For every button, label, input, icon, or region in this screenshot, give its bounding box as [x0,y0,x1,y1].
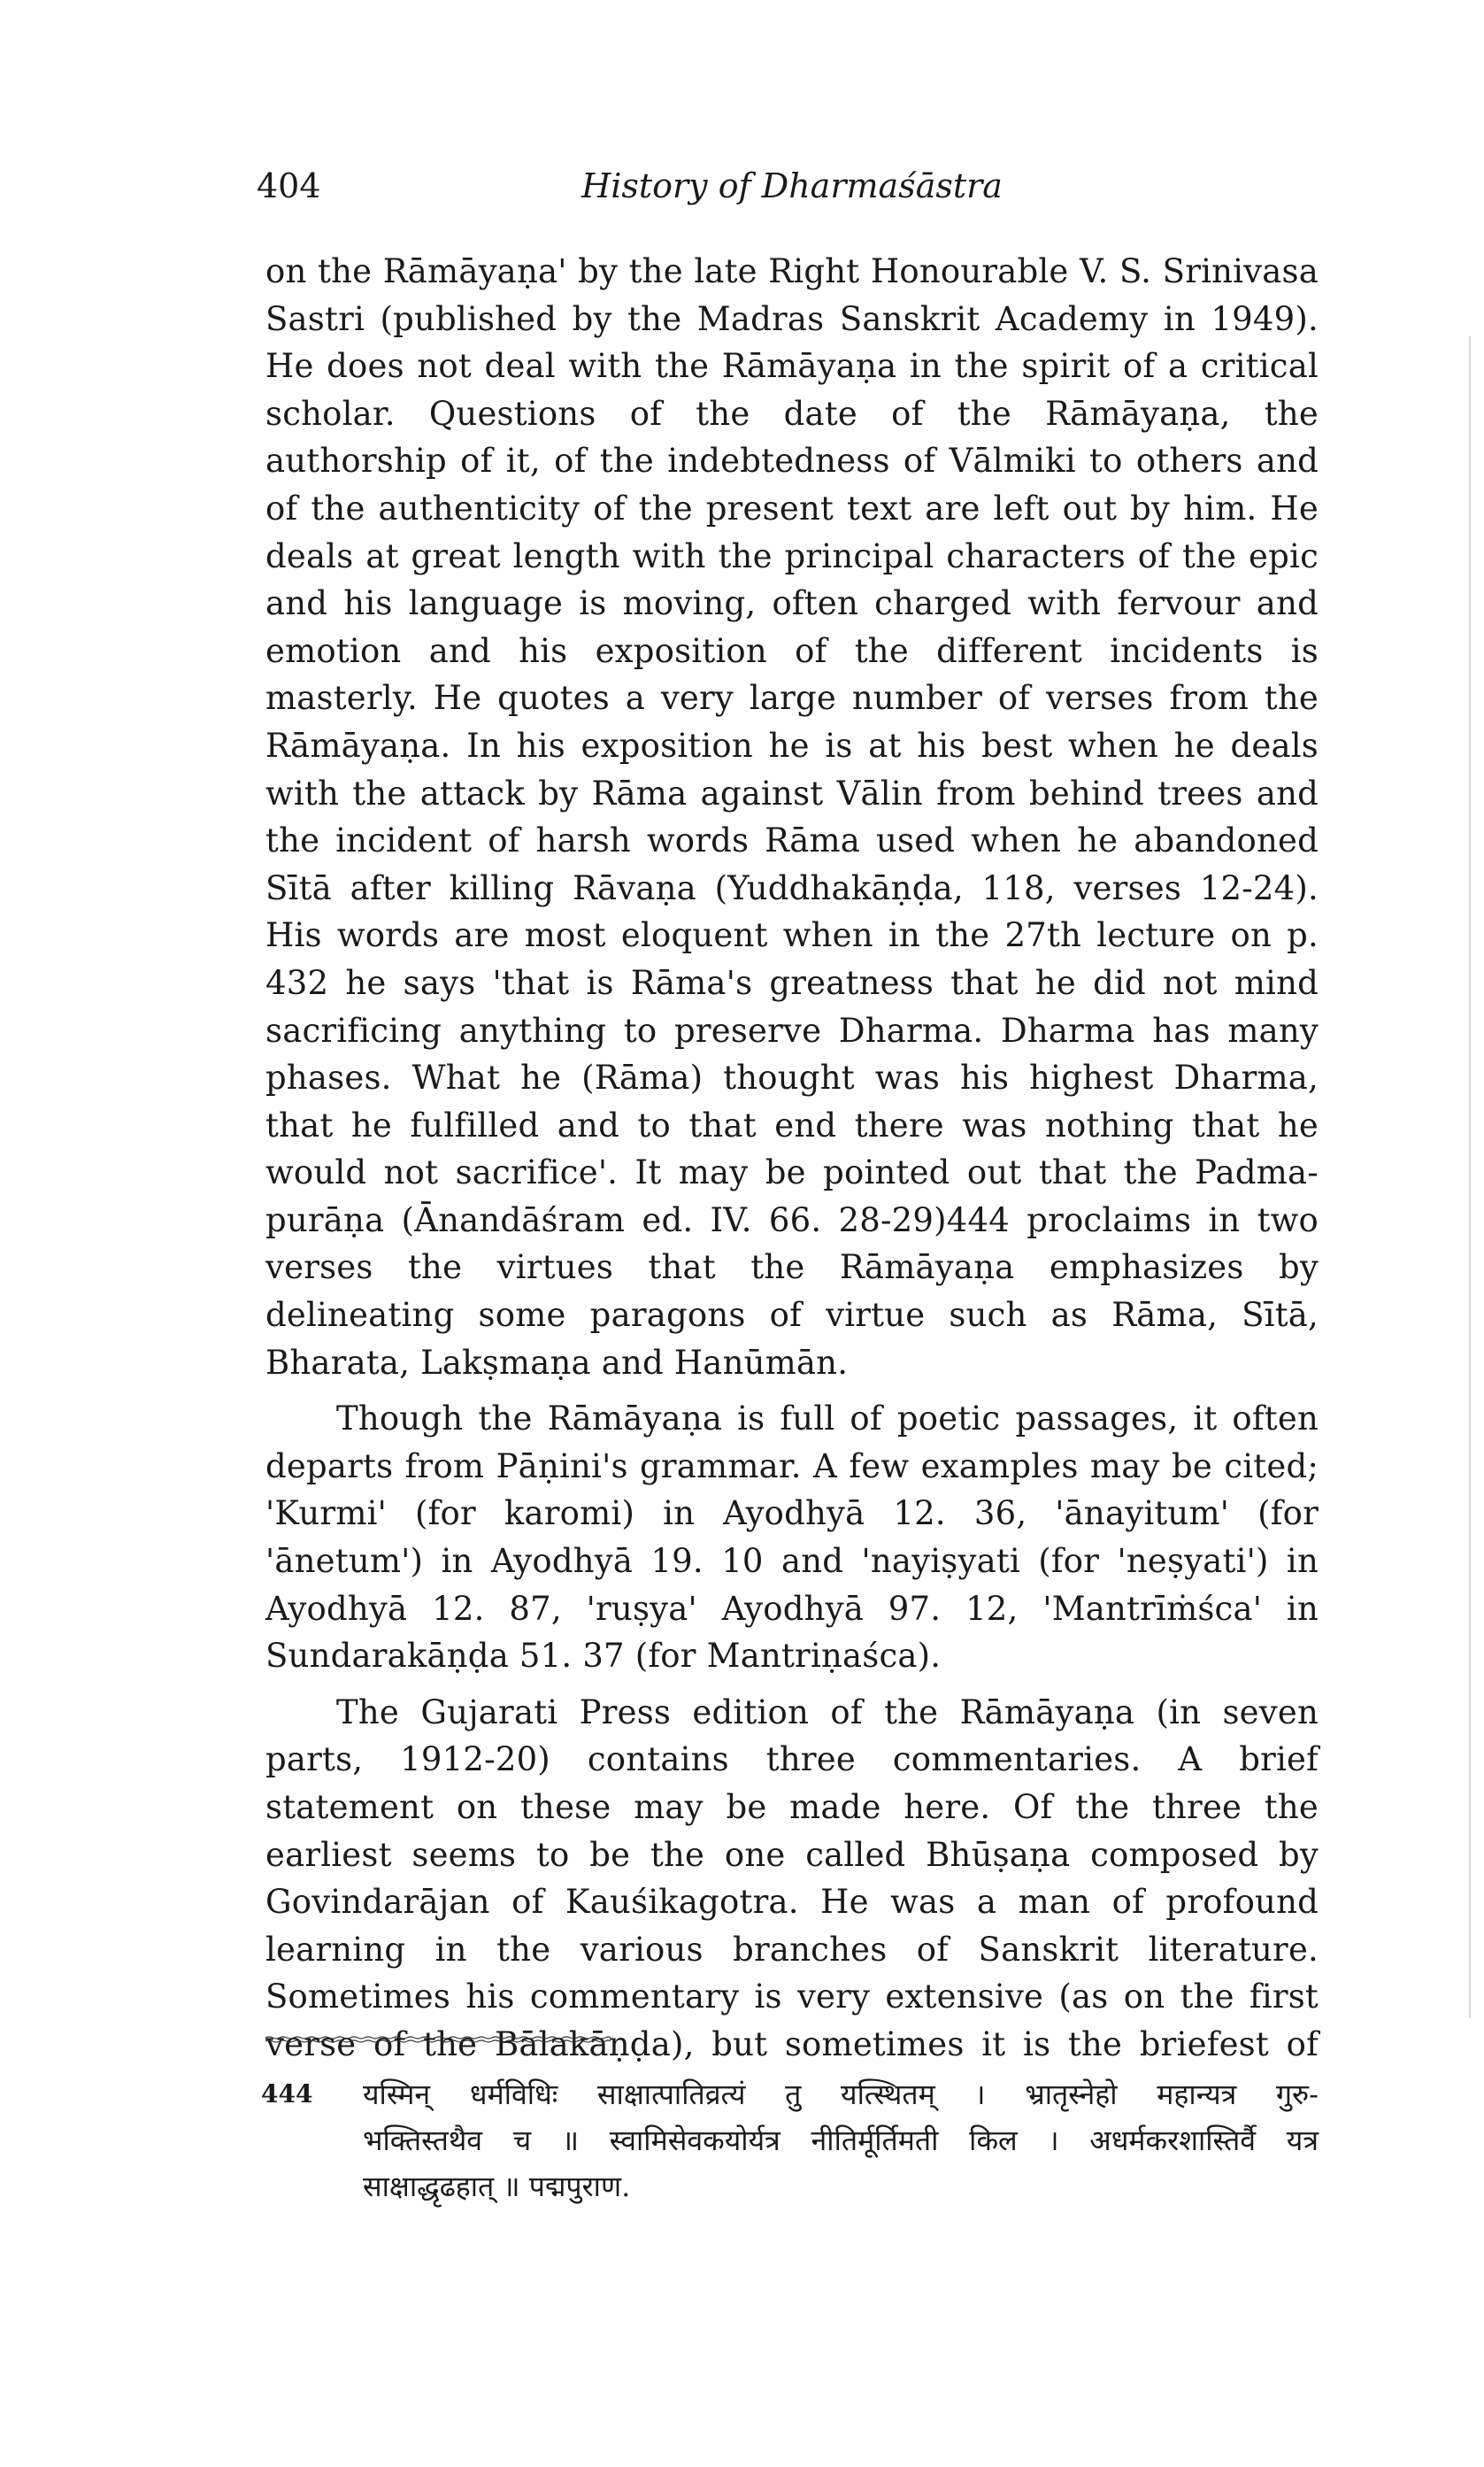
footnote-number: 444 [261,2079,313,2109]
footnote [261,2071,1319,2209]
footnote-divider [265,2036,611,2043]
page-header [257,159,1327,212]
page-number: 404 [257,166,321,205]
paragraph-3: The Gujarati Press edition of the Rāmāyaṇa (in seven parts, 1912-20) contains three commentaries. A brief statement on these may be made here. Of the three the earliest seems to be the one called Bhūṣaṇa composed by Govindarājan of Kauśikagotra. He was a man of profound learning in the various branches of Sanskrit literature. Sometimes his commentary is very extensive (as on the first verse of the Bālakāṇḍa), but sometimes it is the briefest of [265,1692,1319,2063]
main-text [265,248,1319,2069]
footnote-line: यस्मिन् धर्मविधिः साक्षात्पातिव्रत्यं तु यत्स्थितम् । भ्रातृस्नेहो महान्यत्र गुरु- [363,2078,1319,2111]
footnote-line: भक्तिस्तथैव च ॥ स्वामिसेवकयोर्यत्र नीतिर्मूर्तिमती किल । अधर्मकरशास्तिर्वै यत्र [363,2124,1319,2157]
footnote-line: साक्षाद्धृढहात् ॥ पद्मपुराण. [363,2170,631,2203]
footnote-text [363,2071,1319,2209]
paragraph-2: Though the Rāmāyaṇa is full of poetic passages, it often departs from Pāṇini's grammar. A few examples may be cited; 'Kurmi' (for karomi) in Ayodhyā 12. 36, 'ānayitum' (for 'ānetum') in Ayodhyā 19. 10 and 'nayiṣyati (for 'neṣyati') in Ayodhyā 12. 87, 'ruṣya' Ayodhyā 97. 12, 'Mantrīṁśca' in Sundarakāṇḍa 51. 37 (for Mantriṇaśca). [265,1399,1319,1676]
running-head: History of Dharmaśāstra [581,166,1003,205]
scan-margin-line [1469,336,1471,2018]
paragraph-1: on the Rāmāyaṇa' by the late Right Honourable V. S. Srinivasa Sastri (published by the Madras Sanskrit Academy in 1949). He does not deal with the Rāmāyaṇa in the spirit of a critical scholar. Questions of the date of the Rāmāyaṇa, the authorship of it, of the indebtedness of Vālmiki to others and of the authenticity of the present text are left out by him. He deals at great length with the principal characters of the epic and his language is moving, often charged with fervour and emotion and his exposition of the different incidents is masterly. He quotes a very large number of verses from the Rāmāyaṇa. In his exposition he is at his best when he deals with the attack by Rāma against Vālin from behind trees and the incident of harsh words Rāma used when he abandoned Sītā after killing Rāvaṇa (Yuddhakāṇḍa, 118, verses 12-24). His words are most eloquent when in the 27th lecture on p. 432 he says 'that is Rāma's greatness that he did not mind sacrificing anything to preserve Dharma. Dharma has many phases. What he (Rāma) thought was his highest Dharma, that he fulfilled and to that end there was nothing that he would not sacrifice'. It may be pointed out that the Padma-purāṇa (Ānandāśram ed. IV. 66. 28-29)444 proclaims in two verses the virtues that the Rāmāyaṇa emphasizes by delineating some paragons of virtue such as Rāma, Sītā, Bharata, Lakṣmaṇa and Hanūmān. [265,252,1319,1382]
